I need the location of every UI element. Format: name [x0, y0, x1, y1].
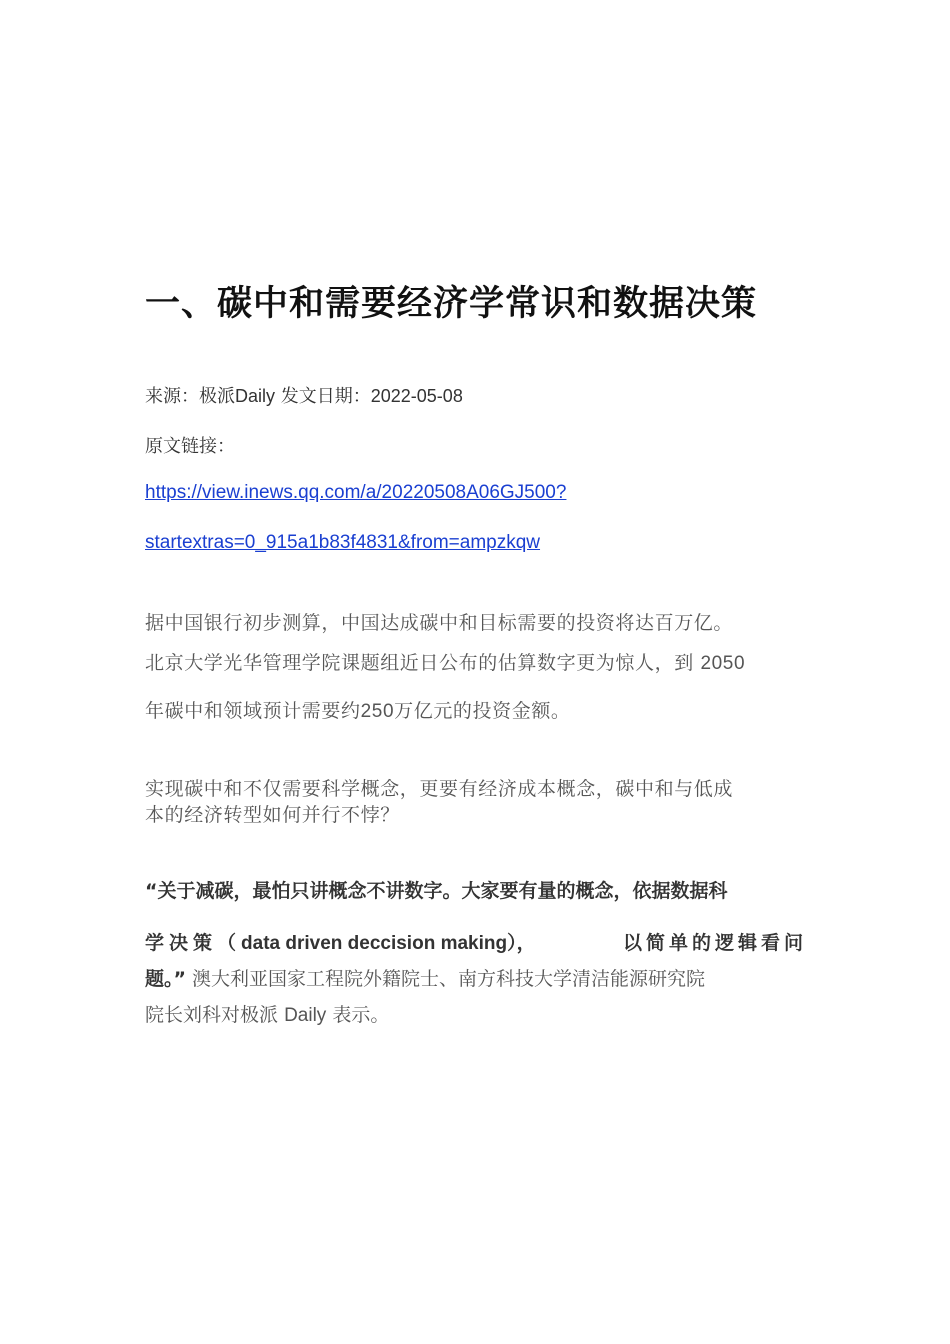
- paragraph-text: 年碳中和领域预计需要约: [145, 700, 361, 722]
- quote-line: [145, 1000, 389, 1027]
- source-link-line-1[interactable]: https://view.inews.qq.com/a/20220508A06GJ500?: [145, 482, 567, 503]
- paragraph-line: [145, 648, 745, 676]
- paragraph-line: 实现碳中和不仅需要科学概念，更要有经济成本概念，碳中和与低成: [145, 778, 734, 800]
- quote-text: 题。”: [145, 968, 186, 990]
- page-title: 一、碳中和需要经济学常识和数据决策: [145, 283, 758, 324]
- link-label: 原文链接：: [145, 436, 235, 457]
- source-label: 来源：极派: [145, 386, 235, 407]
- paragraph-line: 本的经济转型如何并行不悖？: [145, 804, 400, 826]
- date-value: 2022-05-08: [370, 386, 463, 406]
- quote-attribution: 表示。: [332, 1004, 390, 1026]
- source-name: Daily: [235, 386, 276, 406]
- quote-text: 学决策（: [145, 932, 242, 954]
- quote-attribution: 澳大利亚国家工程院外籍院士、南方科技大学清洁能源研究院: [192, 968, 706, 990]
- source-name: Daily: [284, 1005, 327, 1026]
- source-line: [145, 382, 463, 408]
- amount-value: 250: [360, 701, 395, 722]
- paragraph-line: [145, 696, 571, 724]
- year-value: 2050: [700, 653, 746, 674]
- quote-attribution: 院长刘科对极派: [145, 1004, 279, 1026]
- source-link-line-2[interactable]: startextras=0_915a1b83f4831&from=ampzkqw: [145, 532, 541, 553]
- quote-line: [145, 928, 807, 955]
- date-label: 发文日期：: [280, 386, 371, 407]
- quote-line: “关于减碳，最怕只讲概念不讲数字。大家要有量的概念，依据数据科: [145, 880, 728, 902]
- quote-text: 以简单的逻辑看问: [622, 932, 807, 954]
- paragraph-text: 万亿元的投资金额。: [394, 700, 571, 722]
- paragraph-line: 据中国银行初步测算，中国达成碳中和目标需要的投资将达百万亿。: [145, 612, 734, 634]
- quote-line: [145, 964, 705, 991]
- quote-english: data driven deccision making: [241, 933, 508, 954]
- paragraph-text: 北京大学光华管理学院课题组近日公布的估算数字更为惊人，到: [145, 652, 694, 674]
- quote-text: ），: [507, 932, 536, 954]
